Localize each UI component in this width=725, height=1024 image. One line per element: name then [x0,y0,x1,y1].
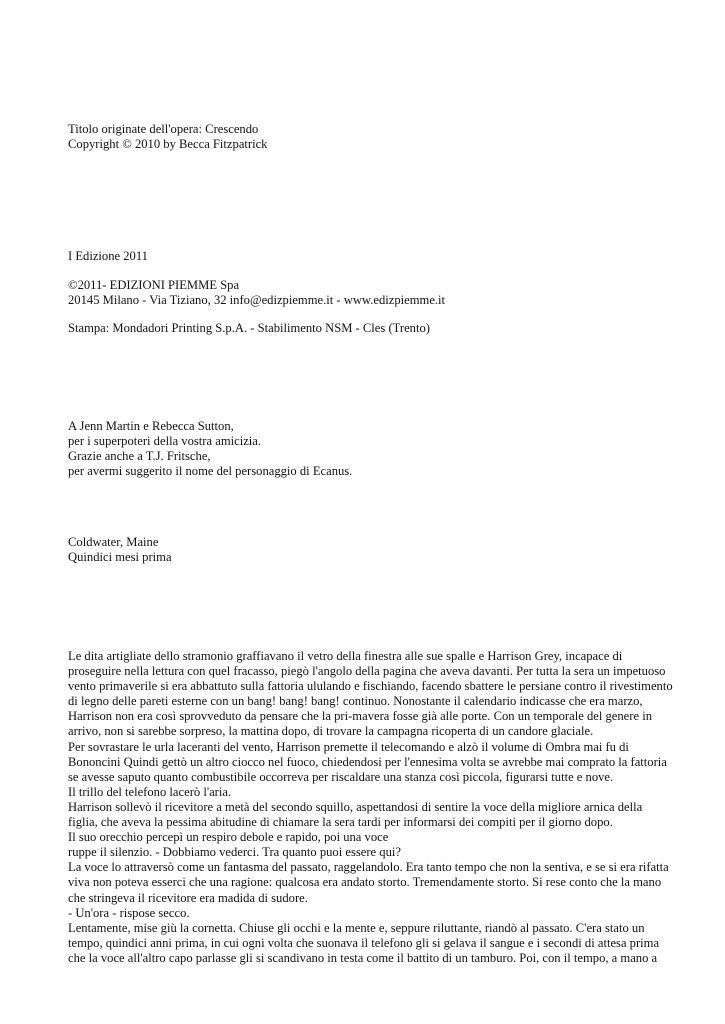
prose-line: Il suo orecchio percepì un respiro debole e rapido, poi una voce [68,830,389,845]
prose-block [68,649,673,966]
copyright-line: Copyright © 2010 by Becca Fitzpatrick [68,137,268,151]
setting-block [68,535,172,565]
setting-time: Quindici mesi prima [68,550,172,564]
dedication-line: per avermi suggerito il nome del personaggio di Ecanus. [68,464,353,478]
prose-line: proseguire nella lettura con quel fracasso, piegò l'angolo della pagina che aveva davanti. Per tutta la sera un impetuoso [68,664,666,679]
prose-line: Harrison sollevò il ricevitore a metà del secondo squillo, aspettandosi di sentire la voce della migliore arnica della [68,799,643,814]
prose-line: Il trillo del telefono lacerò l'aria. [68,784,232,799]
prose-line: figlia, che aveva la pessima abitudine di chiamare la sera tardi per informarsi dei compiti per il giorno dopo. [68,815,613,830]
prose-line: Le dita artigliate dello stramonio graffiavano il vetro della finestra alle sue spalle e Harrison Grey, incapace di [68,649,623,663]
prose-line: che stringeva il ricevitore era madida di sudore. [68,890,308,905]
prose-line: vento primaverile si era abbattuto sulla fattoria ululando e fischiando, facendo sbattere le persiane contro il rivestimento [68,679,673,694]
prose-line: che la voce all'altro capo parlasse gli si scandivano in testa come il battito di un tamburo. Poi, con il tempo, a mano a [68,950,658,965]
publisher-address-line: 20145 Milano - Via Tiziano, 32 info@edizpiemme.it - www.edizpiemme.it [68,293,446,307]
prose-line: viva non poteva esserci che una ragione: qualcosa era andato storto. Tremendamente storto. Si rese conto che la mano [68,875,662,890]
dedication-block [68,419,352,479]
printer-block [68,321,430,336]
prose-line: tempo, quindici anni prima, in cui ogni volta che suonava il telefono gli si gelava il sangue e i secondi di attesa prima [68,935,660,950]
publisher-name-line: ©2011- EDIZIONI PIEMME Spa [68,278,240,292]
dedication-line: A Jenn Martin e Rebecca Sutton, [68,419,234,433]
edition-line: I Edizione 2011 [68,249,148,263]
printer-line: Stampa: Mondadori Printing S.p.A. - Stabilimento NSM - Cles (Trento) [68,321,430,335]
prose-line: Per sovrastare le urla laceranti del vento, Harrison premette il telecomando e alzò il volume di Ombra mai fu di [68,739,629,754]
prose-line: Bononcini Quindi gettò un altro ciocco nel fuoco, chiedendosi per l'ennesima volta se avrebbe mai comprato la fattoria [68,754,667,769]
publisher-block [68,278,445,308]
prose-line: arrivo, non si sarebbe sorpreso, la mattina dopo, di trovare la campagna ricoperta di un candore glaciale. [68,724,594,739]
setting-place: Coldwater, Maine [68,535,159,549]
edition-block [68,249,148,264]
prose-line: Harrison non era così sprovveduto da pensare che la pri-mavera fosse già alle porte. Con un temporale del genere in [68,709,652,724]
credits-block [68,122,267,152]
prose-line: ruppe il silenzio. - Dobbiamo vederci. Tra quanto puoi essere qui? [68,845,401,860]
prose-line: di legno delle pareti esterne con un bang! bang! bang! continuo. Nonostante il calendario indicasse che era marzo, [68,694,643,709]
original-title-line: Titolo originate dell'opera: Crescendo [68,122,259,136]
prose-line: se avesse saputo quanto combustibile occorreva per riscaldare una stanza così piccola, figurarsi tutte e nove. [68,769,614,784]
prose-line: Lentamente, mise giù la cornetta. Chiuse gli occhi e la mente e, seppure riluttante, riandò al passato. C'era stato un [68,920,645,935]
prose-line: - Un'ora - rispose secco. [68,905,190,920]
dedication-line: per i superpoteri della vostra amicizia. [68,434,262,448]
dedication-line: Grazie anche a T.J. Fritsche, [68,449,211,463]
prose-line: La voce lo attraversò come un fantasma del passato, raggelandolo. Era tanto tempo che non la sentiva, e se si era rifatta [68,860,669,875]
